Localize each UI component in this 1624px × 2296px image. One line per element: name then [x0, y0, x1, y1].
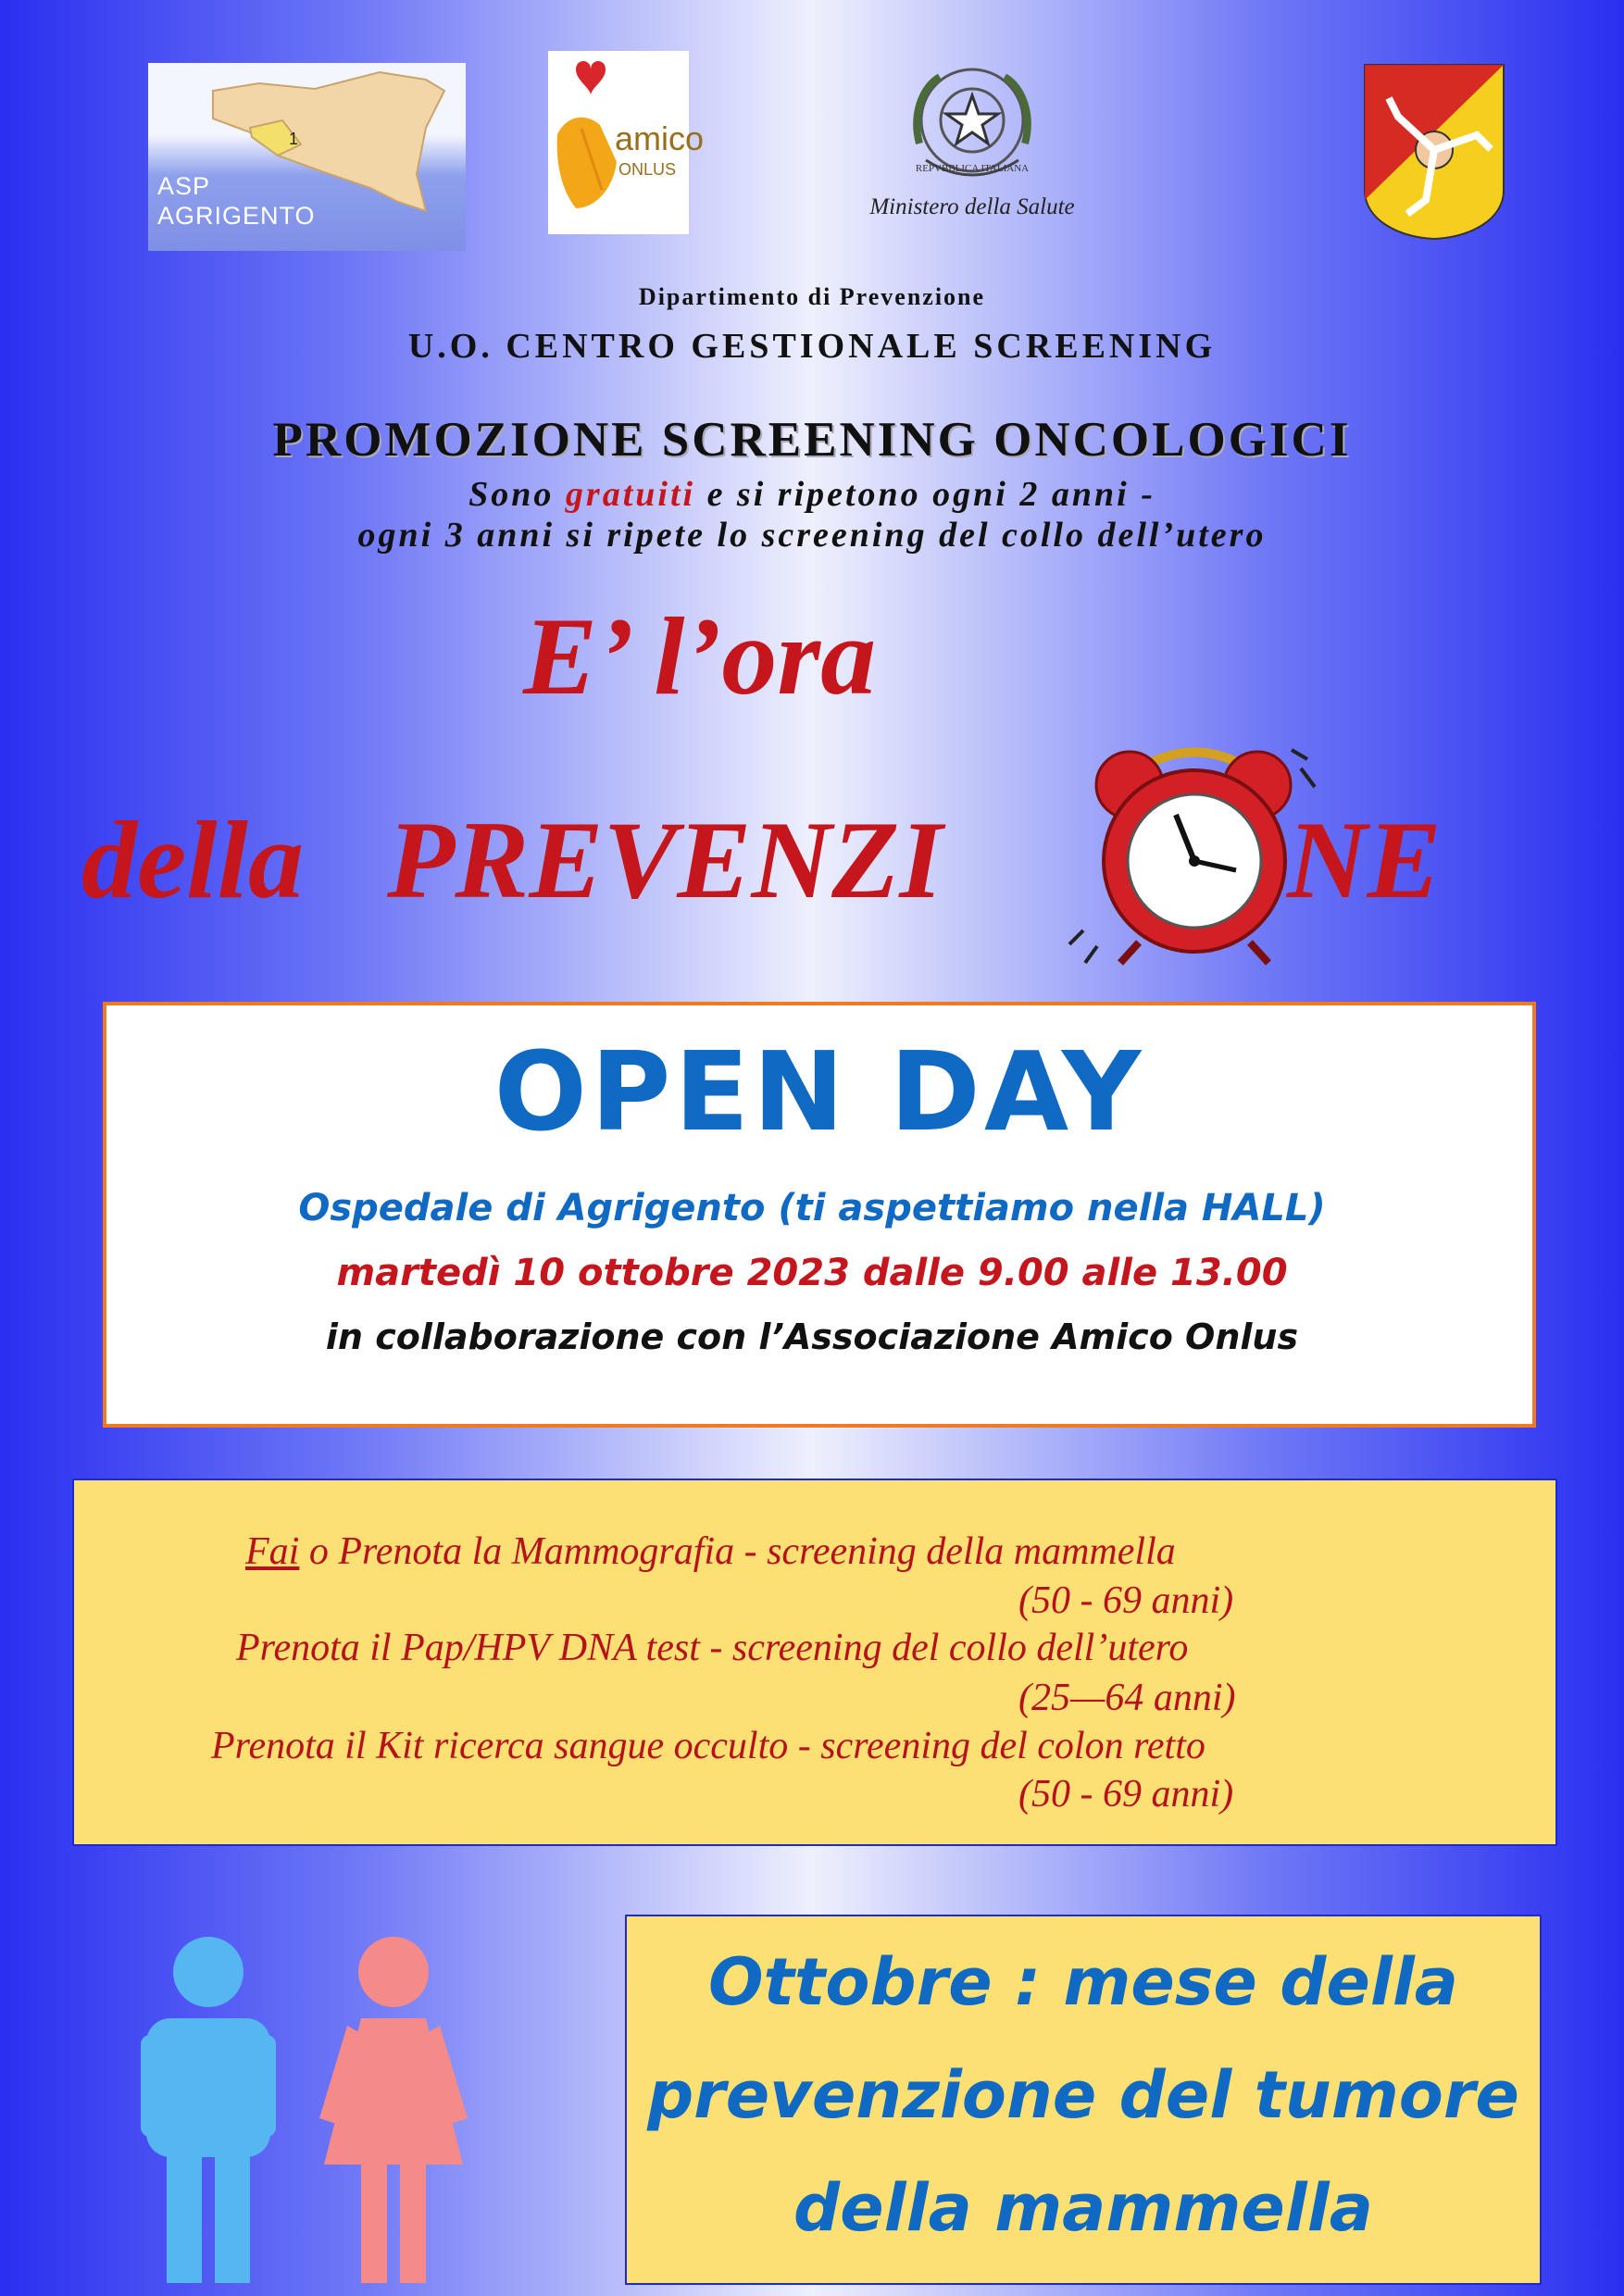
screening-line1-rest: o Prenota la Mammografia - screening della mammella: [299, 1530, 1176, 1573]
october-line1: Ottobre : mese della: [707, 1944, 1459, 2020]
october-line2: prevenzione del tumore: [647, 2057, 1519, 2133]
free-word: gratuiti: [565, 475, 696, 514]
free-post: e si ripetono ogni 2 anni -: [695, 475, 1156, 514]
asp-label-line2: AGRIGENTO: [157, 202, 316, 230]
headline-della: della: [81, 798, 304, 921]
open-day-location: Ospedale di Agrigento (ti aspettiamo nella HALL): [298, 1187, 1326, 1229]
free-pre: Sono: [468, 475, 566, 514]
screening-age3: (50 - 69 anni): [1018, 1773, 1234, 1816]
asp-label-line1: ASP: [157, 172, 211, 200]
screening-age2: (25—64 anni): [1018, 1677, 1236, 1719]
open-day-collab: in collaborazione con l’Associazione Amico Onlus: [325, 1316, 1299, 1357]
ministero-salute-logo: [847, 51, 1097, 236]
amico-name: amico: [615, 119, 705, 157]
ministry-name: Ministero della Salute: [869, 194, 1075, 219]
october-line3: della mammella: [793, 2170, 1373, 2246]
woman-icon: [310, 1933, 477, 2285]
man-icon: [139, 1933, 278, 2285]
alarm-clock-icon: [1065, 731, 1324, 972]
unit-title: U.O. CENTRO GESTIONALE SCREENING: [407, 327, 1217, 366]
italian-emblem-icon: [847, 51, 1097, 199]
seal-text: REPVBBLICA ITALIANA: [915, 163, 1030, 174]
sicily-region-logo: [1361, 61, 1507, 243]
open-day-date: martedì 10 ottobre 2023 dalle 9.00 alle 13.00: [336, 1252, 1288, 1294]
headline-line1: E’ l’ora: [523, 594, 877, 718]
screening-line1: [245, 1529, 1176, 1574]
screening-line3: Prenota il Kit ricerca sangue occulto - screening del colon retto: [211, 1725, 1206, 1767]
free-notice-line2: ogni 3 anni si ripete lo screening del collo dell’utero: [357, 516, 1267, 555]
amico-onlus-logo: [548, 51, 705, 234]
promo-title: PROMOZIONE SCREENING ONCOLOGICI: [272, 413, 1352, 467]
asp-map-number: 1: [289, 130, 299, 148]
headline-ne: NE: [1287, 798, 1442, 921]
screening-line2: Prenota il Pap/HPV DNA test - screening del collo dell’utero: [236, 1627, 1189, 1669]
free-notice: [0, 474, 1624, 515]
screening-age1: (50 - 69 anni): [1018, 1579, 1234, 1622]
screening-fai: Fai: [245, 1530, 300, 1573]
asp-agrigento-logo: [148, 63, 466, 251]
amico-sub: ONLUS: [618, 160, 677, 179]
department-title: Dipartimento di Prevenzione: [638, 283, 986, 310]
open-day-title: OPEN DAY: [493, 1028, 1145, 1155]
headline-prevenzi: PREVENZI: [387, 798, 943, 921]
trinacria-icon: [1361, 61, 1507, 243]
